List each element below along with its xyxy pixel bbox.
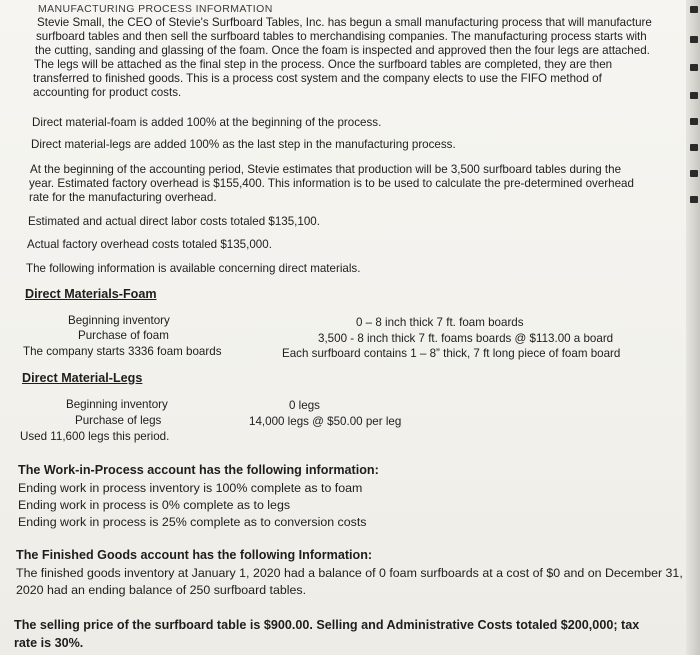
binding-mark bbox=[690, 196, 698, 203]
intro-line: Stevie Small, the CEO of Stevie's Surfboard Tables, Inc. has begun a small manufacturing process that will manufacture bbox=[37, 16, 652, 29]
estimate-line: rate for the manufacturing overhead. bbox=[29, 191, 217, 204]
intro-line: the cutting, sanding and glassing of the foam. Once the foam is inspected and approved then the four legs are attached. bbox=[35, 44, 650, 57]
legs-row-value: 0 legs bbox=[289, 399, 320, 412]
intro-line: surfboard tables and then sell the surfboard tables to merchandising companies. The manufacturing process starts with bbox=[36, 30, 647, 43]
foam-row-label: The company starts 3336 foam boards bbox=[23, 345, 222, 358]
wip-line: Ending work in process is 0% complete as to legs bbox=[18, 498, 291, 512]
fg-title: The Finished Goods account has the following Information: bbox=[16, 548, 373, 562]
estimate-line: year. Estimated factory overhead is $155,400. This information is to be used to calculate the pre-determined overhead bbox=[29, 177, 634, 190]
intro-line: The legs will be attached as the final step in the process. Once the surfboard tables are completed, they are then bbox=[34, 58, 613, 71]
foam-title: Direct Materials-Foam bbox=[25, 287, 157, 301]
foam-row-value: 0 – 8 inch thick 7 ft. foam boards bbox=[356, 316, 524, 329]
foam-row-label: Purchase of foam bbox=[78, 329, 169, 342]
legs-title: Direct Material-Legs bbox=[22, 371, 143, 385]
intro-line: transferred to finished goods. This is a process cost system and the company elects to use the FIFO method of bbox=[33, 72, 602, 85]
legs-row-value: 14,000 legs @ $50.00 per leg bbox=[249, 415, 402, 428]
selling-line: The selling price of the surfboard table is $900.00. Selling and Administrative Costs totaled $200,000; tax bbox=[14, 618, 640, 632]
wip-line: Ending work in process inventory is 100% complete as to foam bbox=[18, 481, 363, 495]
legs-row-label: Purchase of legs bbox=[75, 414, 162, 427]
intro-line: accounting for product costs. bbox=[33, 86, 182, 99]
binding-mark bbox=[690, 170, 698, 177]
estimate-line: At the beginning of the accounting period, Stevie estimates that production will be 3,500 surfboard tables during the bbox=[30, 163, 622, 176]
binding-mark bbox=[690, 118, 698, 125]
legs-row-label: Used 11,600 legs this period. bbox=[20, 430, 170, 443]
selling-line: rate is 30%. bbox=[14, 636, 84, 650]
binding-mark bbox=[690, 36, 698, 43]
legs-row-label: Beginning inventory bbox=[66, 398, 168, 411]
labor-note: Estimated and actual direct labor costs totaled $135,100. bbox=[28, 215, 320, 228]
foam-row-value: 3,500 - 8 inch thick 7 ft. foams boards @ $113.00 a board bbox=[318, 332, 614, 345]
materials-intro: The following information is available concerning direct materials. bbox=[26, 262, 361, 275]
binding-mark bbox=[690, 6, 698, 13]
binding-mark bbox=[690, 92, 698, 99]
overhead-note: Actual factory overhead costs totaled $135,000. bbox=[27, 238, 272, 251]
fg-line: The finished goods inventory at January 1, 2020 had a balance of 0 foam surfboards at a cost of $0 and on December 31, bbox=[16, 566, 683, 580]
wip-title: The Work-in-Process account has the following information: bbox=[18, 463, 379, 477]
fg-line: 2020 had an ending balance of 250 surfboard tables. bbox=[16, 583, 307, 597]
binding-mark bbox=[690, 144, 698, 151]
binding-mark bbox=[690, 64, 698, 71]
foam-row-label: Beginning inventory bbox=[68, 314, 170, 327]
wip-line: Ending work in process is 25% complete as to conversion costs bbox=[18, 515, 367, 529]
foam-added-note: Direct material-foam is added 100% at the beginning of the process. bbox=[32, 116, 382, 129]
foam-row-value: Each surfboard contains 1 – 8” thick, 7 ft long piece of foam board bbox=[282, 347, 621, 360]
section-heading: MANUFACTURING PROCESS INFORMATION bbox=[38, 3, 273, 15]
legs-added-note: Direct material-legs are added 100% as the last step in the manufacturing process. bbox=[31, 138, 456, 151]
